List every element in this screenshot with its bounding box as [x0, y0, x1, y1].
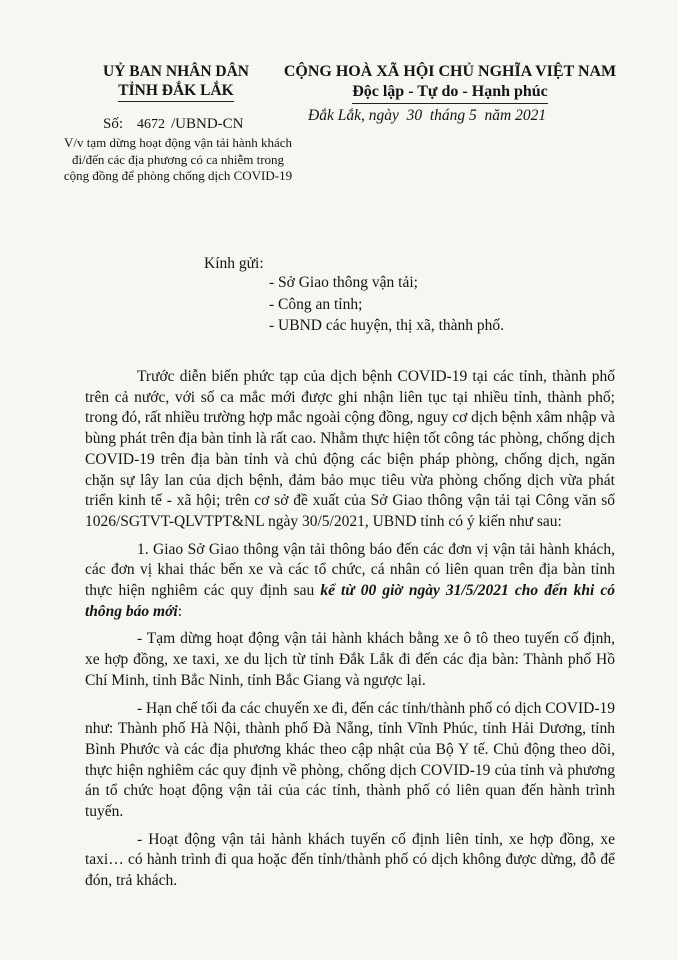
- body-paragraph-3: - Tạm dừng hoạt động vận tải hành khách bằng xe ô tô theo tuyến cố định, xe hợp đồng, xe taxi, xe du lịch từ tỉnh Đắk Lắk đi đến các địa bàn: Thành phố Hồ Chí Minh, tỉnh Bắc Ninh, tỉnh Bắc Giang và ngược lại.: [85, 630, 615, 689]
- document-subject: V/v tạm dừng hoạt động vận tải hành khách đi/đến các địa phương có ca nhiễm trong cộng đồng để phòng chống dịch COVID-19: [63, 135, 293, 184]
- document-body: [85, 367, 615, 892]
- addressee-item: - Sở Giao thông vận tải;: [269, 274, 418, 291]
- body-paragraph-5: - Hoạt động vận tải hành khách tuyến cố định liên tỉnh, xe hợp đồng, xe taxi… có hành trình đi qua hoặc đến tỉnh/thành phố có dịch không được dừng, đỗ để đón, trả khách.: [85, 830, 615, 890]
- doc-number-value: 4672: [137, 117, 166, 132]
- agency-line-1: UỶ BAN NHÂN DÂN: [103, 63, 249, 80]
- addressee-item: - Công an tỉnh;: [269, 295, 363, 313]
- para2-text: 1. Giao Sở Giao thông vận tải thông báo đến các đơn vị vận tải hành khách, các đơn vị khai thác bến xe và các tổ chức, cá nhân có liên quan trên địa bàn tỉnh thực hiện nghiêm các quy định sau: [85, 540, 615, 600]
- addressee-list: [269, 272, 504, 337]
- nation-motto: Độc lập - Tự do - Hạnh phúc: [352, 82, 548, 104]
- doc-number-label: Số:: [103, 116, 124, 132]
- body-paragraph-2: [85, 540, 615, 623]
- agency-line-2: TỈNH ĐẮK LẮK: [118, 81, 233, 102]
- national-heading: [270, 62, 630, 104]
- body-paragraph-4: - Hạn chế tối đa các chuyến xe đi, đến các tỉnh/thành phố có dịch COVID-19 như: Thành phố Hà Nội, thành phố Đà Nẵng, tỉnh Vĩnh Phúc, tỉnh Hải Dương, tỉnh Bình Phước và các địa phương khác theo cập nhật của Bộ Y tế. Chủ động theo dõi, thực hiện nghiêm các quy định về phòng, chống dịch COVID-19 của tỉnh và phương án tổ chức hoạt động vận tải của các tỉnh, thành phố có liên quan đến hành trình tuyến.: [85, 699, 615, 821]
- place-and-date: Đắk Lắk, ngày 30 tháng 5 năm 2021: [308, 107, 547, 124]
- effective-date-emphasis: kể từ 00 giờ ngày 31/5/2021 cho đến khi có thông báo mới: [85, 582, 615, 620]
- body-paragraph-1: Trước diễn biến phức tạp của dịch bệnh COVID-19 tại các tỉnh, thành phố trên cả nước, với số ca mắc mới được ghi nhận liên tục tại nhiều tỉnh, thành phố; trong đó, rất nhiều trường hợp mắc ngoài cộng đồng, nguy cơ dịch bệnh xâm nhập và bùng phát trên địa bàn tỉnh là rất cao. Nhằm thực hiện tốt công tác phòng, chống dịch COVID-19 trên địa bàn tỉnh và chủ động các biện pháp phòng, chống dịch, ngăn chặn sự lây lan của dịch bệnh, đảm bảo mục tiêu vừa phòng chống dịch vừa phát triển kinh tế - xã hội; trên cơ sở đề xuất của Sở Giao thông vận tải tại Công văn số 1026/SGTVT-QLVTPT&NL ngày 30/5/2021, UBND tỉnh có ý kiến như sau:: [85, 368, 615, 530]
- addressee-item: - UBND các huyện, thị xã, thành phố.: [269, 317, 505, 334]
- doc-number-suffix: /UBND-CN: [171, 116, 244, 132]
- addressee-label: Kính gửi:: [204, 255, 264, 272]
- issuing-agency: [86, 62, 266, 102]
- para2-end: :: [177, 602, 183, 620]
- nation-title: CỘNG HOÀ XÃ HỘI CHỦ NGHĨA VIỆT NAM: [283, 63, 617, 80]
- document-number: [103, 116, 244, 133]
